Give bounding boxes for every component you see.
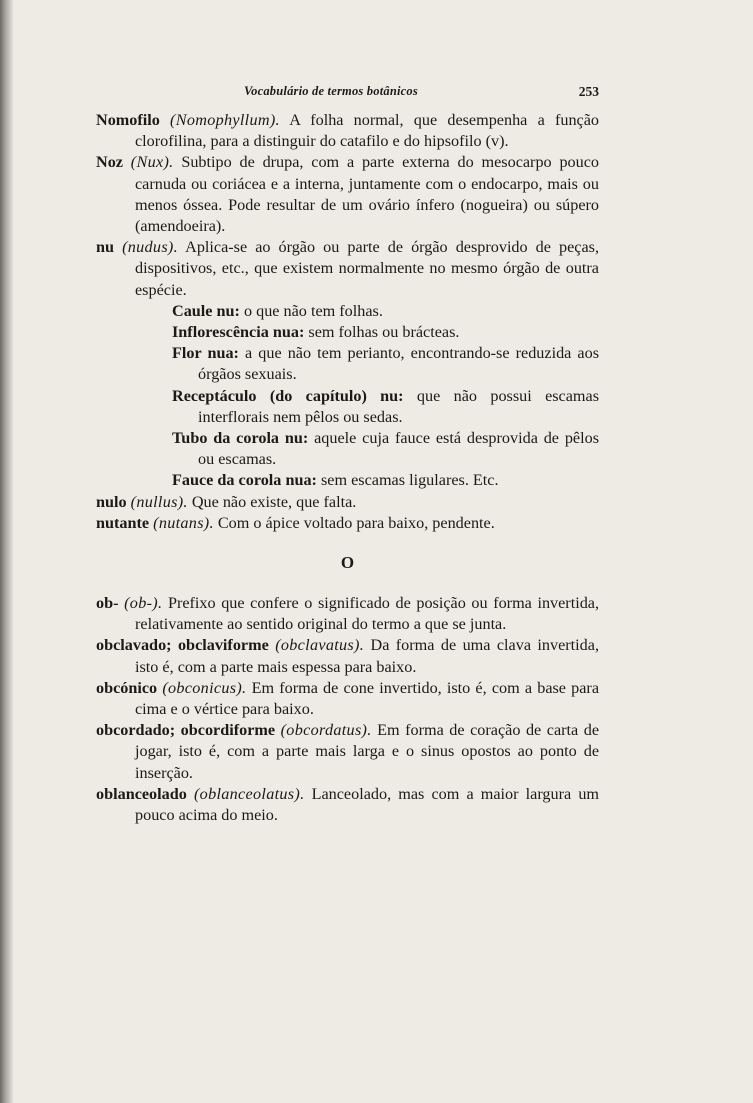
entry-latin-name: (Nux). [130,153,174,172]
subentry-term: Flor nua: [172,344,239,363]
glossary-entry [96,152,599,237]
subentry-definition: que não possui escamas interflorais nem pêlos ou sedas. [198,386,599,426]
entry-term: ob- [96,594,119,613]
entry-definition: Que não existe, que falta. [191,492,357,511]
subentry-definition: o que não tem folhas. [243,301,383,320]
glossary-subentry [172,343,599,385]
glossary-entry [96,110,599,152]
glossary-subentry [172,386,599,428]
subentries-group [96,301,599,492]
glossary-entry [96,593,599,635]
entry-definition: A folha normal, que desempenha a função clorofilina, para a distinguir do catafilo e do hipsofilo (v). [135,111,599,151]
entry-latin-name: (nudus). [122,238,178,257]
running-title: Vocabulário de termos botânicos [244,84,418,98]
entry-latin-name: (obconicus). [162,678,247,697]
glossary-entry [96,784,599,826]
entries-group-c [96,593,599,826]
entry-latin-name: (ob-). [124,594,163,613]
entry-definition: Subtipo de drupa, com a parte externa do mesocarpo pouco carnuda ou coriácea e a interna, juntamente com o endocarpo, mais ou menos óssea. Pode resultar de um ovário ínfero (nogueira) ou súpero (amendoeira). [135,153,600,236]
entry-latin-name: (nullus). [130,492,188,511]
entry-term: nu [96,238,115,257]
entry-definition: Em forma de coração de carta de jogar, isto é, com a parte mais larga e o sinus opostos ao ponto de inserção. [135,721,600,782]
entry-latin-name: (obclavatus). [275,636,365,655]
entry-term: obcónico [96,678,158,697]
entries-group-b [96,492,599,534]
entry-term: Nomofilo [96,111,160,129]
glossary-entry [96,237,599,301]
running-head [96,78,599,102]
page-binding-shadow [0,0,14,1103]
entry-definition: Em forma de cone invertido, isto é, com a base para cima e o vértice para baixo. [135,678,600,719]
entry-term: obcordado; obcordiforme [96,721,276,740]
glossary-entry [96,720,599,784]
entry-term: nulo [96,492,127,511]
glossary-entry [96,635,599,677]
glossary-entry [96,678,599,720]
page-number: 253 [578,84,599,99]
subentry-definition: sem escamas ligulares. Etc. [320,471,499,490]
entry-definition: Da forma de uma clava invertida, isto é, com a parte mais espessa para baixo. [135,636,599,676]
subentry-term: Fauce da corola nua: [172,471,317,490]
glossary-subentry [172,428,599,470]
entry-definition: Prefixo que confere o significado de posição ou forma invertida, relativamente ao sentido original do termo a que se junta. [135,594,600,634]
subentry-term: Receptáculo (do capítulo) nu: [172,386,404,405]
glossary-entry [96,513,599,534]
book-page [96,78,599,826]
glossary-subentry [172,301,599,322]
entry-definition: Lanceolado, mas com a maior largura um pouco acima do meio. [135,784,600,825]
section-heading-letter: O [340,553,355,573]
subentry-definition: aquele cuja fauce está desprovida de pêlos ou escamas. [198,429,599,469]
entry-latin-name: (oblanceolatus). [193,784,305,803]
subentry-term: Inflorescência nua: [172,323,305,342]
entry-term: nutante [96,513,150,532]
entry-latin-name: (obcordatus). [280,721,372,740]
entry-term: Noz [96,153,123,172]
entry-latin-name: (nutans). [153,513,214,532]
entries-group-a [96,110,599,301]
subentry-definition: a que não tem perianto, encontrando-se reduzida aos órgãos sexuais. [198,344,599,384]
glossary-subentry [172,322,599,343]
subentry-term: Tubo da corola nu: [172,429,309,448]
entry-definition: Com o ápice voltado para baixo, pendente. [217,513,495,532]
glossary-entry [96,492,599,513]
subentry-term: Caule nu: [172,301,240,320]
entry-definition: Aplica-se ao órgão ou parte de órgão desprovido de peças, dispositivos, etc., que existem normalmente no mesmo órgão de outra espécie. [135,238,599,299]
glossary-subentry [172,470,599,491]
entry-term: oblanceolado [96,784,187,803]
subentry-definition: sem folhas ou brácteas. [308,323,460,342]
entry-latin-name: (Nomophyllum). [170,111,280,129]
entry-term: obclavado; obclaviforme [96,636,269,655]
